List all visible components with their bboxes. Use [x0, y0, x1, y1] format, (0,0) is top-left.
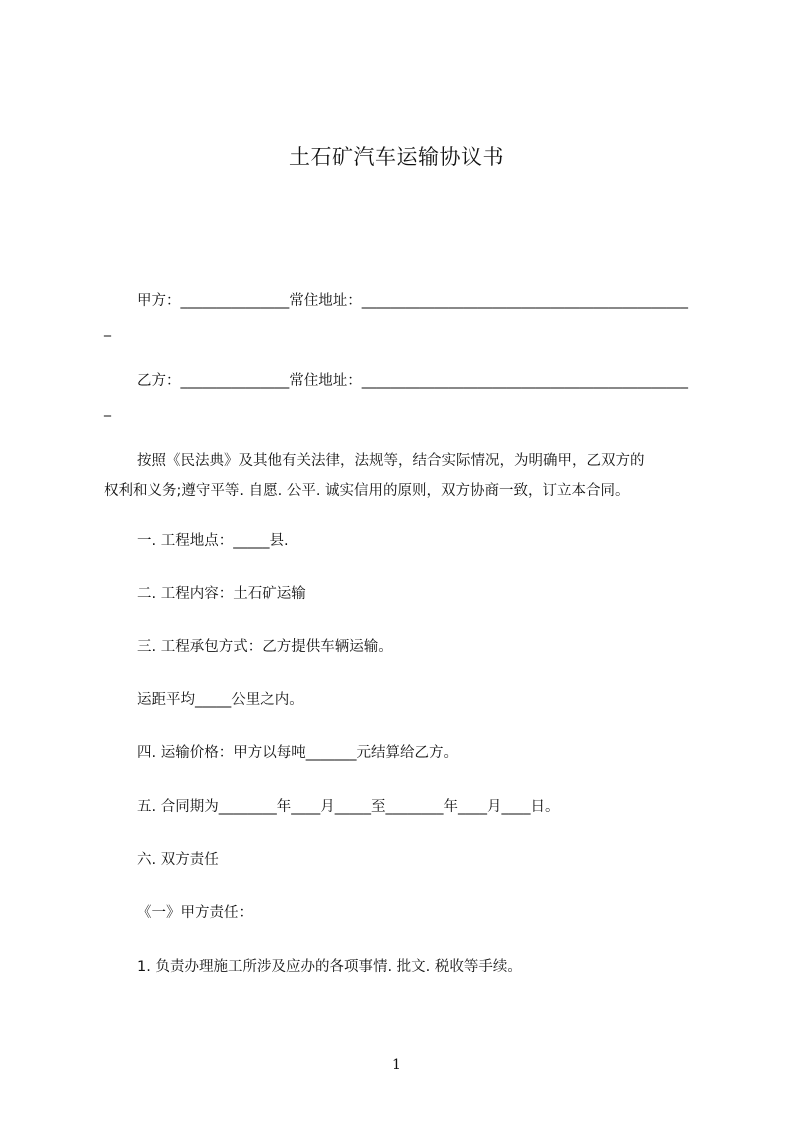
party-a-duty-1: 1. 负责办理施工所涉及应办的各项事情. 批文. 税收等手续。 — [137, 959, 522, 975]
page-number: 1 — [392, 1057, 401, 1073]
party-a-line: 甲方：_______________常住地址：_____________________________________________ — [137, 293, 688, 309]
clause-1-location: 一. 工程地点：_____县. — [137, 533, 289, 549]
intro-paragraph-line-1: 按照《民法典》及其他有关法律，法规等，结合实际情况，为明确甲，乙双方的 — [137, 453, 645, 469]
clause-3-distance: 运距平均_____公里之内。 — [137, 692, 304, 708]
document-title: 土石矿汽车运输协议书 — [289, 145, 504, 169]
clause-5-period: 五. 合同期为________年____月_____至________年____月____日。 — [137, 799, 560, 815]
clause-6-responsibilities: 六. 双方责任 — [137, 852, 219, 868]
party-a-duties-heading: 《一》甲方责任： — [137, 905, 253, 921]
clause-3-contract-method: 三. 工程承包方式：乙方提供车辆运输。 — [137, 639, 393, 655]
party-b-line-tail: _ — [104, 401, 111, 417]
clause-2-content: 二. 工程内容：土石矿运输 — [137, 586, 306, 602]
clause-4-price: 四. 运输价格：甲方以每吨_______元结算给乙方。 — [137, 745, 458, 761]
party-a-line-tail: _ — [104, 321, 111, 337]
party-b-line: 乙方：_______________常住地址：_____________________________________________ — [137, 373, 688, 389]
intro-paragraph-line-2: 权利和义务;遵守平等. 自愿. 公平. 诚实信用的原则，双方协商一致，订立本合同。 — [104, 483, 630, 499]
